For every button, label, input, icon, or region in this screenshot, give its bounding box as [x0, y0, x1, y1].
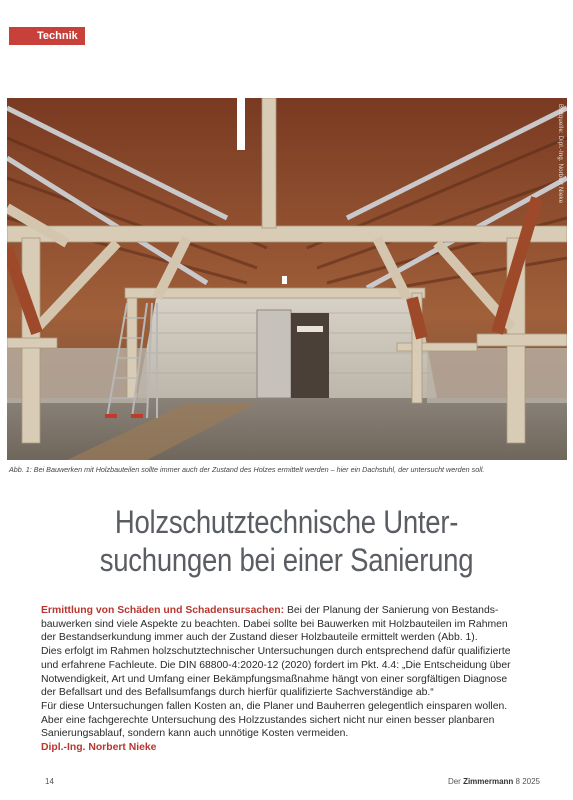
intro-line: und erfahrene Fachleute. Die DIN 68800-4:2020-12 (2020) fordert im Pkt. 4.4: „Die Entscheidung über	[41, 659, 511, 671]
magazine-issue: 8 2025	[513, 777, 540, 786]
figure-caption: Abb. 1: Bei Bauwerken mit Holzbauteilen sollte immer auch der Zustand des Holzes ermittelt werden – hier ein Dachstuhl, der untersucht werden soll.	[9, 465, 485, 474]
intro-line: bauwerken sind viele Aspekte zu beachten. Dabei sollte bei Bauwerken mit Holzbauteilen im Rahmen	[41, 618, 508, 630]
article-intro	[41, 604, 561, 755]
magazine-prefix: Der	[447, 777, 464, 786]
article-headline	[40, 503, 533, 579]
intro-line: Dies erfolgt im Rahmen holzschutztechnischer Untersuchungen durch entsprechend dafür qualifizierte	[41, 646, 511, 658]
intro-line: der Bestandserkundung immer auch der Zustand dieser Holzbauteile ermittelt werden (Abb. 1).	[41, 632, 478, 644]
intro-line	[41, 604, 561, 618]
intro-line: Sanierungsablauf, sondern kann auch unnötige Kosten vermeiden.	[41, 728, 349, 740]
intro-line: der Befallsart und des Befallsumfangs durch hierfür qualifizierte Sachverständige ab.“	[41, 687, 434, 699]
intro-line: Für diese Untersuchungen fallen Kosten an, die Planer und Bauherren gelegentlich einsparen wollen.	[41, 700, 508, 712]
headline-line-2: suchungen bei einer Sanierung	[99, 542, 474, 578]
article-photo	[7, 98, 567, 460]
intro-lead: Ermittlung von Schäden und Schadensursachen:	[41, 605, 285, 616]
headline-line-1: Holzschutztechnische Unter-	[114, 504, 459, 540]
photo-credit: Bildquelle: Dipl.-Ing. Norbert Nieke	[557, 104, 563, 204]
magazine-name: Zimmermann	[463, 777, 514, 786]
magazine-footer	[448, 777, 540, 786]
section-tag: Technik	[9, 27, 85, 45]
intro-line: Aber eine fachgerechte Untersuchung des Holzzustandes sichert nicht nur einen besser planbaren	[41, 714, 495, 726]
author-name: Dipl.-Ing. Norbert Nieke	[41, 742, 157, 754]
intro-line: Notwendigkeit, Art und Umfang einer Bekämpfungsmaßnahme hängt von einer sorgfältigen Diagnose	[41, 673, 508, 685]
attic-roof-photo	[7, 98, 567, 460]
page-number: 14	[45, 777, 54, 786]
intro-line-rest: Bei der Planung der Sanierung von Bestands-	[284, 605, 499, 616]
